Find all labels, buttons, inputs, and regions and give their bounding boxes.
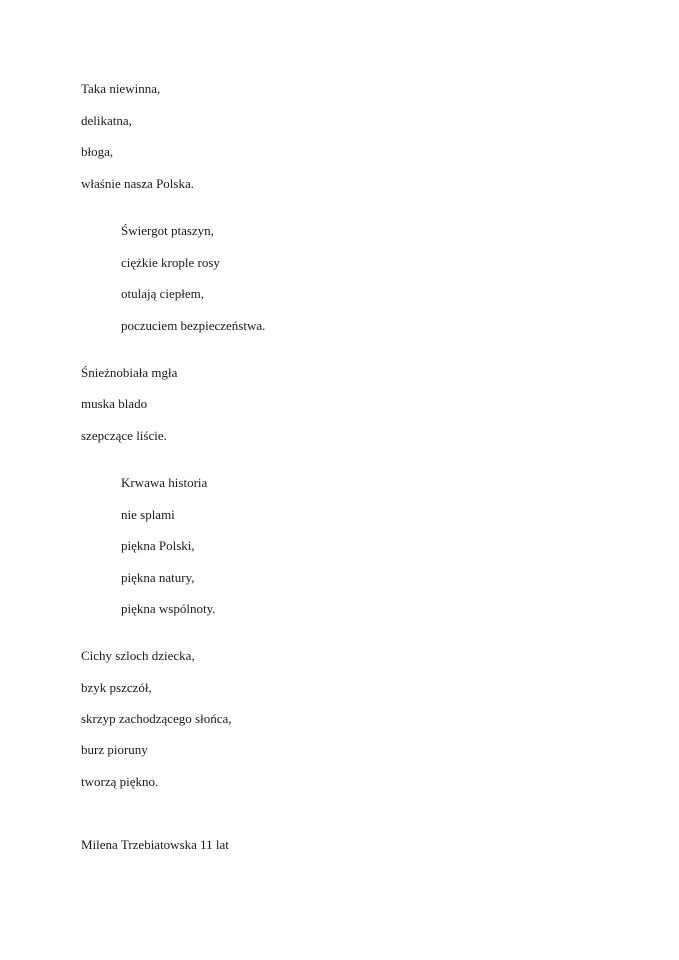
poem-line: Świergot ptaszyn, (121, 223, 214, 238)
poem-line: poczuciem bezpieczeństwa. (121, 318, 266, 333)
poem-line: burz pioruny (81, 742, 148, 757)
poem-line: Krwawa historia (121, 475, 208, 490)
poem-line: ciężkie krople rosy (121, 255, 220, 270)
poem-line: szepczące liście. (81, 428, 167, 443)
poem-line: skrzyp zachodzącego słońca, (81, 711, 232, 726)
poem-line: Taka niewinna, (81, 81, 161, 96)
poem-line: błoga, (81, 144, 114, 159)
poem-line: właśnie nasza Polska. (81, 176, 195, 191)
poem-line: otulają ciepłem, (121, 286, 205, 301)
poem-line: piękna Polski, (121, 538, 195, 553)
poem-line: tworzą piękno. (81, 774, 159, 789)
author-signature: Milena Trzebiatowska 11 lat (81, 837, 229, 852)
poem-line: nie splami (121, 507, 175, 522)
poem-line: bzyk pszczół, (81, 680, 152, 695)
poem-line: piękna natury, (121, 570, 195, 585)
poem-line: Cichy szloch dziecka, (81, 648, 195, 663)
poem-line: piękna wspólnoty. (121, 601, 216, 616)
poem-line: delikatna, (81, 113, 132, 128)
poem-line: Śnieżnobiała mgła (81, 365, 178, 380)
poem-line: muska blado (81, 396, 148, 411)
